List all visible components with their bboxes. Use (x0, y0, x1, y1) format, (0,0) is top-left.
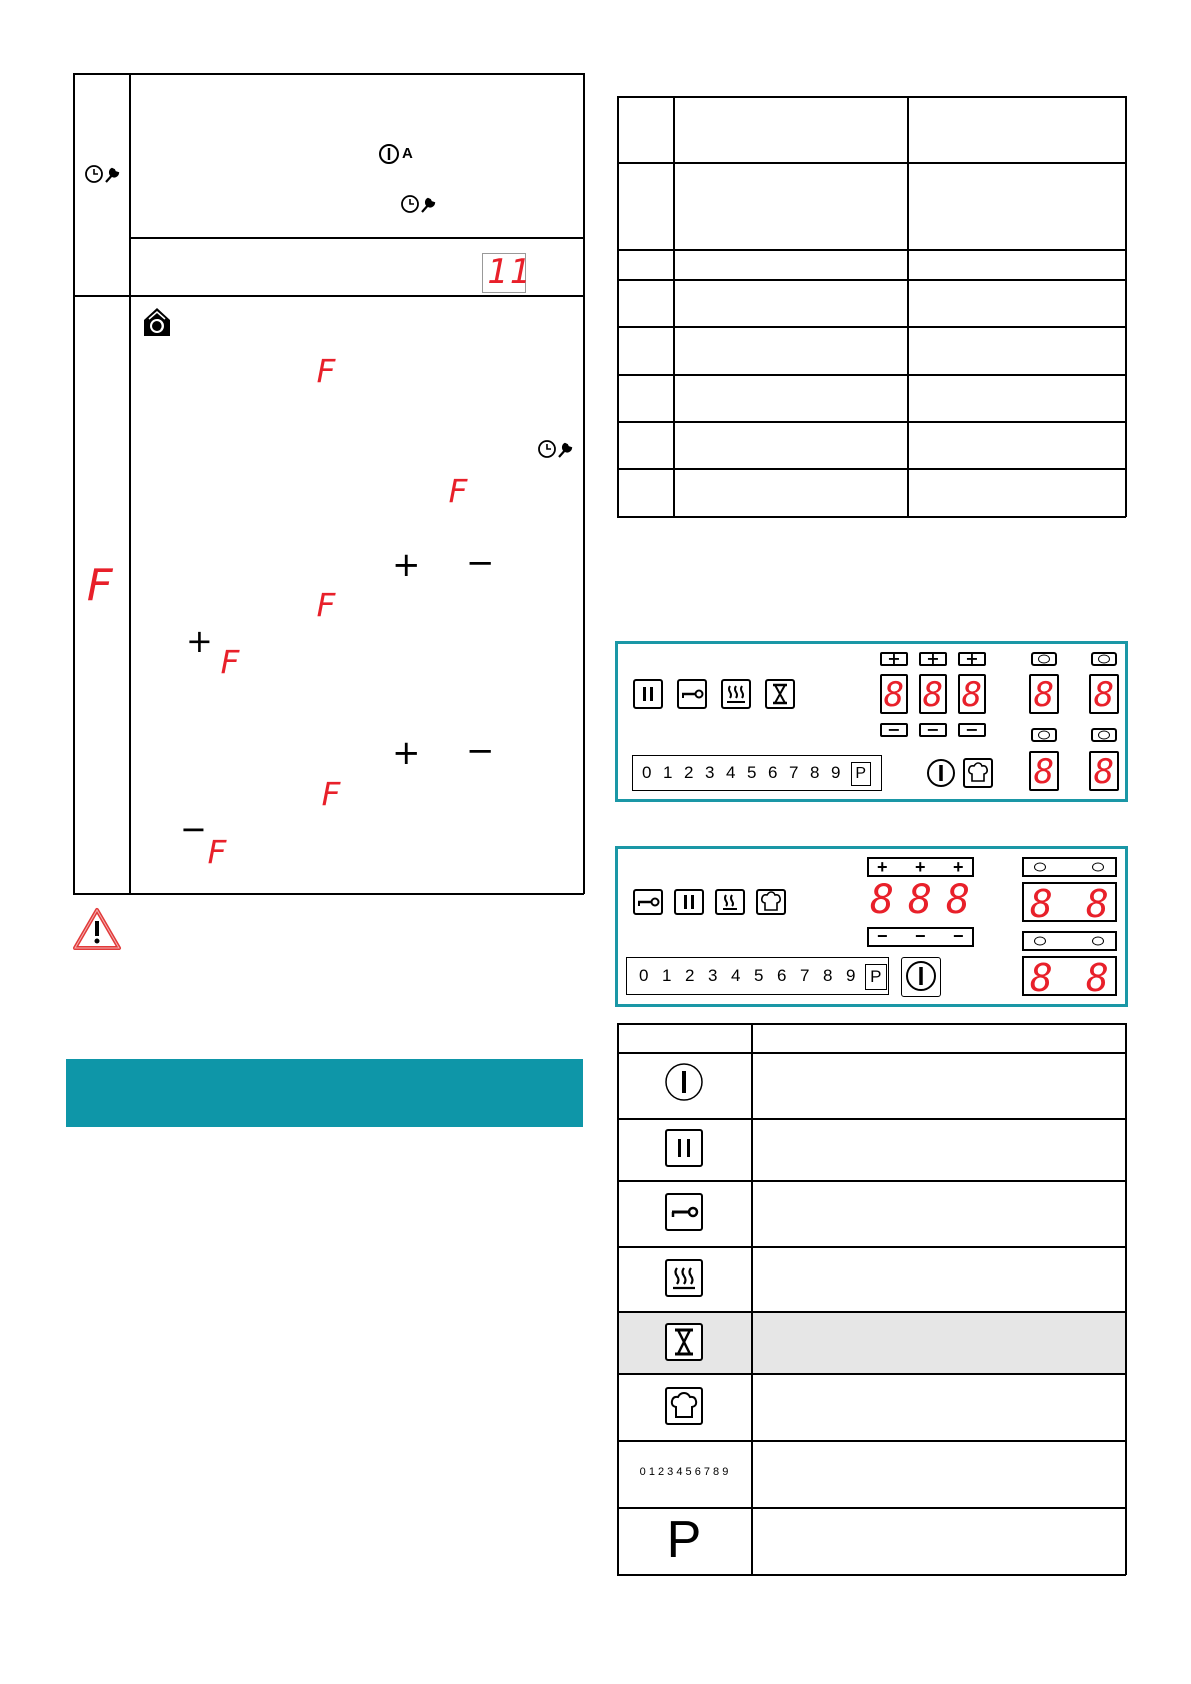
plus-button[interactable]: + (915, 857, 926, 877)
key-lock-icon (665, 1193, 703, 1231)
digit-display: 8 (870, 877, 895, 923)
chef-hat-icon[interactable] (756, 889, 786, 915)
minus-icon: − (466, 731, 495, 771)
number-0[interactable]: 0 (639, 966, 649, 985)
minus-icon: − (180, 810, 207, 848)
number-7[interactable]: 7 (789, 763, 799, 782)
timer-clock-button[interactable] (1031, 728, 1057, 742)
timer-digit-display: 8 (1029, 751, 1059, 791)
program-button[interactable]: P (851, 762, 871, 786)
display-f-1: F (316, 352, 336, 390)
number-8[interactable]: 8 (823, 966, 833, 985)
number-3[interactable]: 3 (705, 763, 715, 782)
minus-button[interactable]: − (953, 926, 964, 946)
key-lock-icon[interactable] (633, 889, 663, 915)
pause-icon (665, 1129, 703, 1167)
plus-button[interactable]: + (953, 857, 964, 877)
control-panel-1 (615, 641, 1128, 802)
number-strip[interactable] (632, 755, 882, 791)
number-3[interactable]: 3 (708, 966, 718, 985)
display-f-4: F (220, 643, 240, 681)
keep-warm-icon[interactable] (721, 679, 751, 709)
power-icon[interactable] (901, 957, 941, 997)
minus-button[interactable]: − (915, 926, 926, 946)
section-header-bar (66, 1059, 583, 1127)
plus-icon: + (186, 622, 213, 660)
timer-clock-strip (1022, 931, 1117, 951)
program-button[interactable]: P (865, 964, 887, 990)
display-f-3: F (316, 586, 336, 624)
power-icon[interactable] (926, 758, 956, 788)
timer-digit-display: 8 (1089, 751, 1119, 791)
number-6[interactable]: 6 (768, 763, 778, 782)
number-5[interactable]: 5 (754, 966, 764, 985)
hourglass-icon[interactable] (765, 679, 795, 709)
timer-digit-display: 8 (1086, 956, 1109, 1000)
number-strip[interactable] (626, 957, 889, 995)
display-f-2: F (448, 472, 468, 510)
timer-digit-box (1022, 956, 1117, 1000)
power-auto-icon (378, 143, 418, 165)
clock-wrench-icon (84, 163, 126, 185)
key-lock-icon[interactable] (677, 679, 707, 709)
keep-warm-icon (665, 1259, 703, 1297)
numbers-icon: 0 1 2 3 4 5 6 7 8 9 (639, 1466, 729, 1478)
plus-button[interactable]: + (880, 652, 908, 666)
display-f-symbol: F (86, 560, 113, 611)
number-4[interactable]: 4 (726, 763, 736, 782)
warning-triangle-icon (72, 907, 122, 951)
number-0[interactable]: 0 (642, 763, 652, 782)
number-9[interactable]: 9 (846, 966, 856, 985)
clock-wrench-icon (537, 438, 579, 460)
digit-display: 8 (958, 674, 986, 714)
plus-button[interactable]: + (877, 857, 888, 877)
minus-button[interactable]: − (877, 926, 888, 946)
number-8[interactable]: 8 (810, 763, 820, 782)
plus-button[interactable]: + (919, 652, 947, 666)
timer-clock-button[interactable] (1091, 652, 1117, 666)
number-4[interactable]: 4 (731, 966, 741, 985)
display-f-6: F (207, 833, 227, 871)
timer-digit-display: 8 (1030, 882, 1053, 926)
clock-wrench-icon (400, 193, 442, 215)
plus-button[interactable]: + (958, 652, 986, 666)
display-f-5: F (321, 775, 341, 813)
digit-display: 8 (908, 877, 933, 923)
plus-icon: + (392, 733, 421, 773)
number-6[interactable]: 6 (777, 966, 787, 985)
home-connect-icon (142, 306, 172, 338)
timer-clock-button[interactable] (1031, 652, 1057, 666)
timer-digit-display: 8 (1030, 956, 1053, 1000)
timer-clock-strip (1022, 857, 1117, 877)
power-icon (664, 1062, 704, 1102)
timer-clock-button[interactable] (1087, 934, 1109, 948)
number-1[interactable]: 1 (662, 966, 672, 985)
plus-strip (867, 857, 974, 877)
keep-warm-icon[interactable] (715, 889, 745, 915)
timer-digit-display: 8 (1029, 674, 1059, 714)
timer-digit-display: 8 (1086, 882, 1109, 926)
control-panel-2 (615, 846, 1128, 1007)
timer-clock-button[interactable] (1091, 728, 1117, 742)
minus-button[interactable]: − (880, 723, 908, 737)
chef-hat-icon (665, 1387, 703, 1425)
number-5[interactable]: 5 (747, 763, 757, 782)
digit-display: 8 (946, 877, 971, 923)
power-auto-letter: A (402, 145, 413, 162)
timer-clock-button[interactable] (1087, 860, 1109, 874)
number-9[interactable]: 9 (831, 763, 841, 782)
timer-clock-button[interactable] (1029, 860, 1051, 874)
number-1[interactable]: 1 (663, 763, 673, 782)
timer-digit-box (1022, 882, 1117, 926)
pause-icon[interactable] (633, 679, 663, 709)
number-7[interactable]: 7 (800, 966, 810, 985)
plus-icon: + (392, 545, 421, 585)
minus-button[interactable]: − (919, 723, 947, 737)
hourglass-icon (665, 1323, 703, 1361)
minus-strip (867, 927, 974, 947)
minus-button[interactable]: − (958, 723, 986, 737)
digit-display: 8 (880, 674, 908, 714)
display-11: 11 (482, 253, 526, 293)
number-2[interactable]: 2 (684, 763, 694, 782)
number-2[interactable]: 2 (685, 966, 695, 985)
digit-display: 8 (919, 674, 947, 714)
minus-icon: − (466, 543, 495, 583)
chef-hat-icon[interactable] (963, 758, 993, 788)
p-icon: P (666, 1511, 702, 1569)
timer-digit-display: 8 (1089, 674, 1119, 714)
pause-icon[interactable] (674, 889, 704, 915)
timer-clock-button[interactable] (1029, 934, 1051, 948)
